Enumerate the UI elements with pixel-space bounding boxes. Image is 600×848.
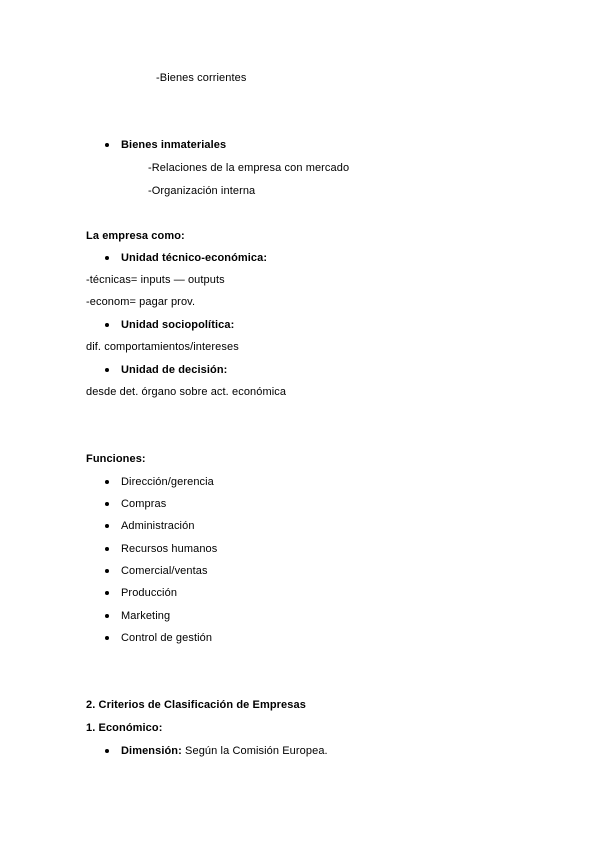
funciones-item: Dirección/gerencia [121, 476, 214, 488]
bullet-icon [105, 749, 109, 753]
bullet-icon [105, 480, 109, 484]
bienes-inmateriales-title: Bienes inmateriales [121, 139, 227, 151]
bullet-icon [105, 502, 109, 506]
bullet-icon [105, 323, 109, 327]
dimension-label: Dimensión: [121, 745, 182, 757]
dimension-line [121, 744, 328, 758]
funciones-heading: Funciones: [86, 453, 146, 465]
funciones-item: Recursos humanos [121, 543, 218, 555]
bullet-icon [105, 591, 109, 595]
funciones-item: Producción [121, 587, 178, 599]
tecnico-line: -técnicas= inputs — outputs [86, 274, 225, 286]
empresa-como-heading: La empresa como: [86, 230, 185, 242]
bullet-icon [105, 256, 109, 260]
funciones-item: Comercial/ventas [121, 565, 208, 577]
bullet-icon [105, 524, 109, 528]
bullet-icon [105, 569, 109, 573]
funciones-item: Control de gestión [121, 632, 213, 644]
funciones-item: Administración [121, 520, 195, 532]
dimension-text: Según la Comisión Europea. [181, 745, 328, 757]
unidad-sociopolitica-title: Unidad sociopolítica: [121, 319, 235, 331]
bienes-corrientes-line: -Bienes corrientes [156, 72, 247, 84]
unidad-tecnico-title: Unidad técnico-económica: [121, 252, 268, 264]
inmateriales-item: -Relaciones de la empresa con mercado [148, 162, 350, 174]
tecnico-line: -econom= pagar prov. [86, 296, 196, 308]
unidad-decision-title: Unidad de decisión: [121, 364, 228, 376]
bullet-icon [105, 547, 109, 551]
bullet-icon [105, 636, 109, 640]
economico-heading: 1. Económico: [86, 722, 163, 734]
funciones-item: Marketing [121, 610, 171, 622]
bullet-icon [105, 614, 109, 618]
inmateriales-item: -Organización interna [148, 185, 256, 197]
bullet-icon [105, 368, 109, 372]
decision-line: desde det. órgano sobre act. económica [86, 386, 287, 398]
funciones-item: Compras [121, 498, 167, 510]
sociopolitica-line: dif. comportamientos/intereses [86, 341, 239, 353]
bullet-icon [105, 143, 109, 147]
criterios-heading: 2. Criterios de Clasificación de Empresas [86, 699, 306, 711]
